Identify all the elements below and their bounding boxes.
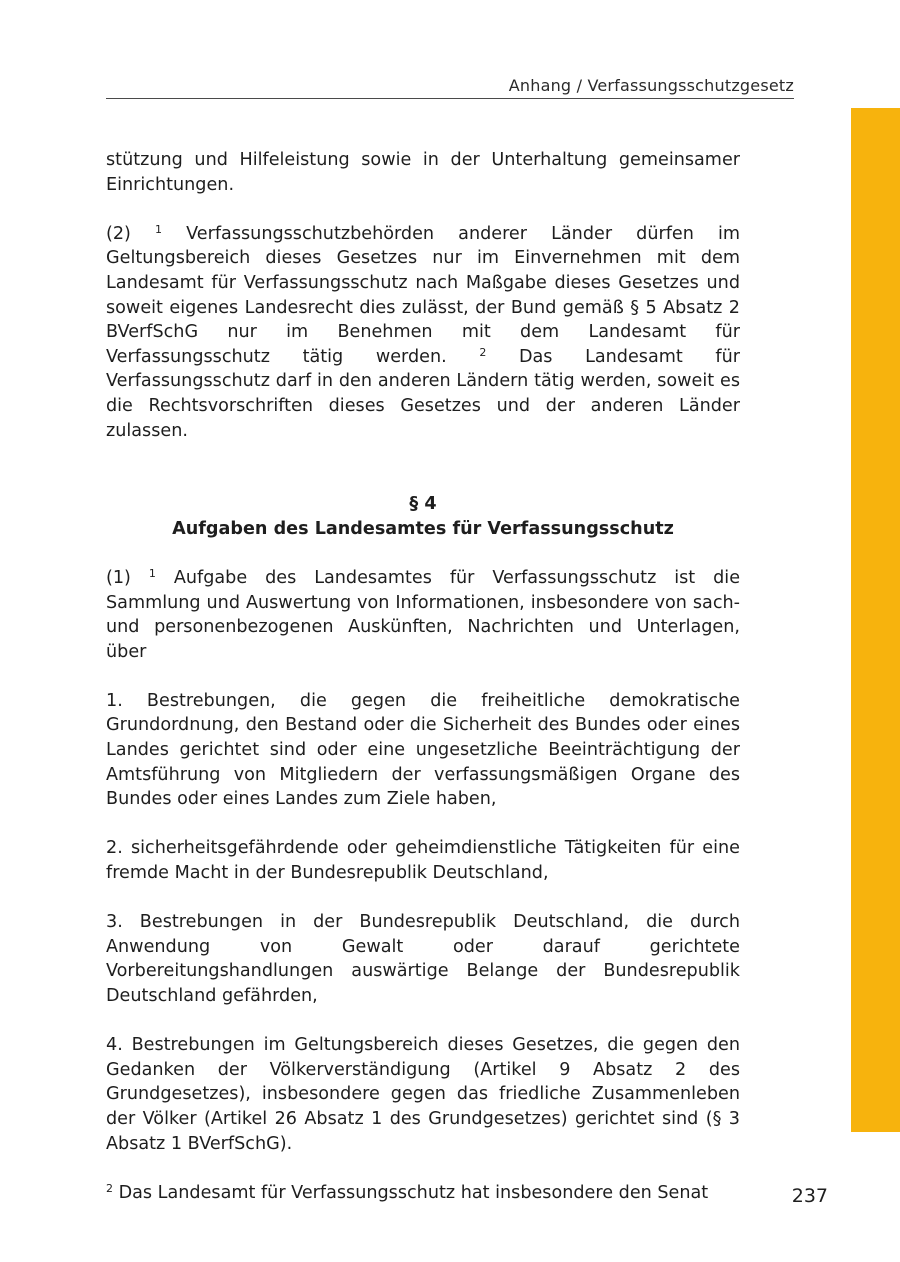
running-header: Anhang / Verfassungsschutzgesetz	[508, 76, 794, 95]
paragraph-1	[106, 566, 740, 664]
sentence-number: 2	[106, 1181, 113, 1195]
body-text	[106, 148, 740, 1205]
sentence-number: 1	[148, 566, 156, 580]
paragraph-text: Aufgabe des Landesamtes für Verfassungsschutz ist die Sammlung und Auswertung von Informationen, insbesondere von sach- und personenbezogenen Auskünften, Nachrichten und Unterlagen, über	[106, 567, 741, 662]
list-item-3: 3. Bestrebungen in der Bundesrepublik Deutschland, die durch Anwendung von Gewalt oder darauf gerichtete Vorbereitungshandlungen auswärtige Belange der Bundesrepublik Deutschland gefährden,	[106, 912, 740, 1006]
page-number: 237	[791, 1185, 828, 1207]
continuation-paragraph: stützung und Hilfeleistung sowie in der Unterhaltung gemeinsamer Einrichtungen.	[106, 150, 740, 195]
list-item-2: 2. sicherheitsgefährdende oder geheimdienstliche Tätigkeiten für eine fremde Macht in der Bundesrepublik Deutschland,	[106, 838, 740, 884]
sentence-2	[106, 1181, 740, 1206]
sentence-text: Das Landesamt für Verfassungsschutz hat insbesondere den Senat	[118, 1182, 709, 1203]
sentence-number: 1	[155, 222, 163, 236]
list-item-1: 1. Bestrebungen, die gegen die freiheitliche demokratische Grundordnung, den Bestand oder die Sicherheit des Bundes oder eines Landes gerichtet sind oder eine ungesetzliche Beeinträchtigung der Amtsführung von Mitgliedern der verfassungsmäßigen Organe des Bundes oder eines Landes zum Ziele haben,	[106, 690, 740, 810]
header-rule	[106, 98, 794, 99]
paragraph-text: Verfassungsschutzbehörden anderer Länder dürfen im Geltungsbereich dieses Gesetzes nur im Einvernehmen mit dem Landesamt für Verfassungsschutz nach Maßgabe dieses Gesetzes und soweit eigenes Landesrecht dies zulässt, der Bund gemäß § 5 Absatz 2 BVerfSchG nur im Benehmen mit dem Landesamt für Verfassungsschutz tätig werden.	[106, 223, 741, 367]
sentence-number: 2	[479, 345, 487, 359]
paragraph-label: (1)	[106, 567, 131, 588]
chapter-thumb-tab	[851, 108, 900, 1132]
section-number: § 4	[409, 494, 437, 515]
paragraph-label: (2)	[106, 223, 131, 244]
section-title: Aufgaben des Landesamtes für Verfassungsschutz	[172, 518, 674, 539]
paragraph-2	[106, 222, 740, 443]
paragraph-text: Das Landesamt für Verfassungsschutz darf in den anderen Ländern tätig werden, soweit es die Rechtsvorschriften dieses Gesetzes und der anderen Länder zulassen.	[106, 346, 740, 441]
list-item-4: 4. Bestrebungen im Geltungsbereich dieses Gesetzes, die gegen den Gedanken der Völkerverständigung (Artikel 9 Absatz 2 des Grundgesetzes), insbesondere gegen das friedliche Zusammenleben der Völker (Artikel 26 Absatz 1 des Grundgesetzes) gerichtet sind (§ 3 Absatz 1 BVerfSchG).	[106, 1035, 740, 1154]
